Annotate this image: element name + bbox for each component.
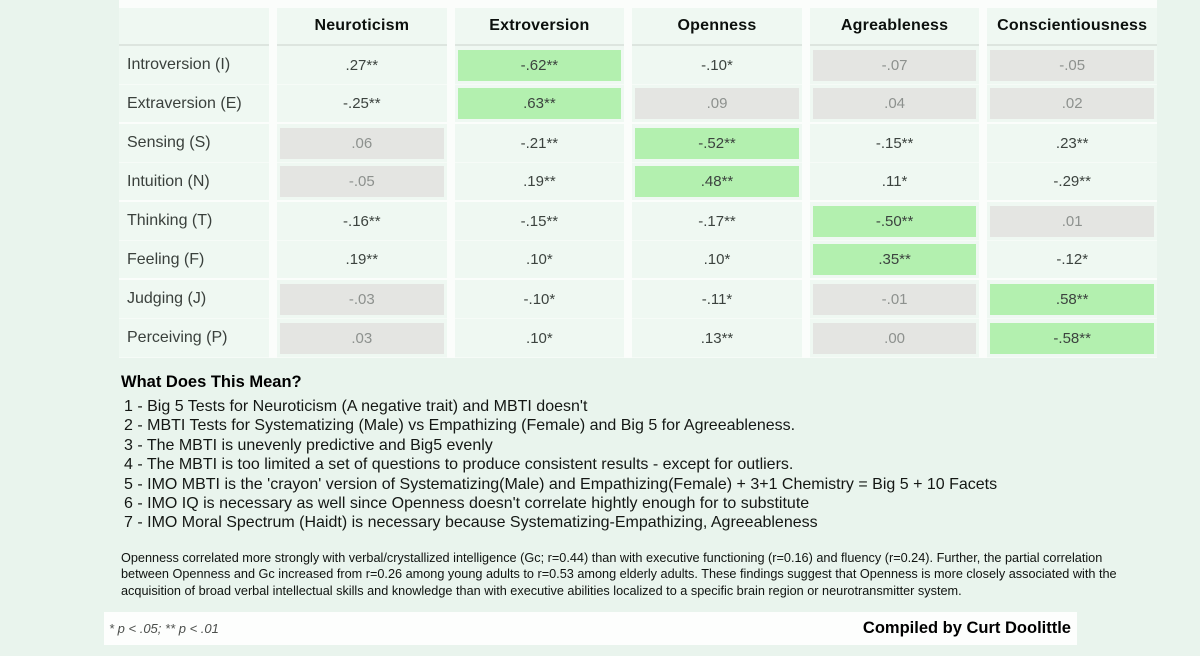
value-pill: .10* xyxy=(703,251,731,268)
value-pill: .01 xyxy=(990,206,1154,237)
openness-paragraph: Openness correlated more strongly with verbal/crystallized intelligence (Gc; r=0.44) than with executive functioning (r=0.16) and fluency (r=0.24). Further, the partial correlation between Openness and Gc increased from r=0.26 among young adults to r=0.53 among elderly adults. These findings suggest that Openness is more closely associated with the acquisition of broad verbal intellectual skills and knowledge than with executive abilities localized to a specific brain region or neurotransmitter system. xyxy=(121,551,1117,598)
value-pill: .04 xyxy=(813,88,977,119)
value-pill: -.07 xyxy=(813,50,977,81)
list-item: 5 - IMO MBTI is the 'crayon' version of Systematizing(Male) and Empathizing(Female) + 3+1 Chemistry = Big 5 + 10 Facets xyxy=(124,475,998,493)
table-cell xyxy=(277,46,447,85)
table-cell xyxy=(455,241,625,282)
table-cell xyxy=(455,46,625,85)
table-cell xyxy=(277,280,447,319)
column-header: Agreableness xyxy=(810,8,980,46)
table-cell xyxy=(987,241,1157,282)
value-pill: .09 xyxy=(635,88,799,119)
corner-cell xyxy=(119,8,269,46)
value-pill: -.29** xyxy=(1053,173,1091,190)
list-item: 2 - MBTI Tests for Systematizing (Male) vs Empathizing (Female) and Big 5 for Agreeableness. xyxy=(124,417,796,435)
value-pill: .03 xyxy=(280,323,444,354)
table-cell xyxy=(632,163,802,204)
correlation-table xyxy=(119,0,1157,358)
table-cell xyxy=(277,85,447,126)
table-row xyxy=(119,85,1157,124)
table-row xyxy=(119,319,1157,358)
value-pill: .23** xyxy=(1055,134,1089,152)
column-header: Conscientiousness xyxy=(987,8,1157,46)
list-item: 6 - IMO IQ is necessary as well since Openness doesn't correlate hightly enough for to substitute xyxy=(124,494,810,512)
value-pill: -.05 xyxy=(990,50,1154,81)
value-pill: -.03 xyxy=(280,284,444,315)
row-label: Feeling (F) xyxy=(119,241,269,282)
value-pill: .02 xyxy=(990,88,1154,119)
value-pill: -.25** xyxy=(343,95,381,112)
value-pill: .13** xyxy=(700,329,734,347)
row-label: Introversion (I) xyxy=(119,46,269,85)
value-pill: -.11* xyxy=(701,290,733,308)
table-cell xyxy=(277,241,447,282)
table-cell xyxy=(632,319,802,358)
table-cell xyxy=(810,163,980,204)
value-pill: .63** xyxy=(458,88,622,119)
table-cell xyxy=(810,280,980,319)
row-label: Thinking (T) xyxy=(119,202,269,241)
value-pill: -.01 xyxy=(813,284,977,315)
column-header: Openness xyxy=(632,8,802,46)
table-row xyxy=(119,46,1157,85)
table-cell xyxy=(455,85,625,126)
table-cell xyxy=(810,46,980,85)
value-pill: .58** xyxy=(990,284,1154,315)
value-pill: -.05 xyxy=(280,166,444,197)
table-row xyxy=(119,163,1157,202)
table-cell xyxy=(632,280,802,319)
value-pill: .27** xyxy=(345,56,379,74)
table-row xyxy=(119,124,1157,163)
table-cell xyxy=(987,202,1157,241)
column-header: Neuroticism xyxy=(277,8,447,46)
credit-line: Compiled by Curt Doolittle xyxy=(862,619,1071,637)
table-cell xyxy=(987,124,1157,163)
meaning-heading: What Does This Mean? xyxy=(121,373,302,391)
value-pill: .19** xyxy=(523,173,556,190)
table-cell xyxy=(810,319,980,358)
value-pill: -.62** xyxy=(458,50,622,81)
table-cell xyxy=(810,124,980,163)
row-label: Perceiving (P) xyxy=(119,319,269,358)
table-cell xyxy=(455,163,625,204)
table-row xyxy=(119,280,1157,319)
table-header-row xyxy=(119,8,1157,46)
value-pill: .00 xyxy=(813,323,977,354)
table-cell xyxy=(987,85,1157,126)
table-cell xyxy=(987,280,1157,319)
value-pill: -.10* xyxy=(523,290,556,308)
table-cell xyxy=(987,46,1157,85)
table-cell xyxy=(810,202,980,241)
value-pill: -.16** xyxy=(343,212,381,230)
table-cell xyxy=(455,280,625,319)
table-cell xyxy=(632,46,802,85)
table-cell xyxy=(632,124,802,163)
value-pill: -.12* xyxy=(1056,251,1089,268)
table-cell xyxy=(277,163,447,204)
table-row xyxy=(119,202,1157,241)
table-cell xyxy=(277,319,447,358)
list-item: 1 - Big 5 Tests for Neuroticism (A negative trait) and MBTI doesn't xyxy=(124,398,588,415)
table-cell xyxy=(277,124,447,163)
table-cell xyxy=(810,85,980,126)
value-pill: .19** xyxy=(345,251,379,268)
row-label: Judging (J) xyxy=(119,280,269,319)
row-label: Intuition (N) xyxy=(119,163,269,204)
list-item: 3 - The MBTI is unevenly predictive and Big5 evenly xyxy=(124,436,493,454)
value-pill: -.17** xyxy=(698,212,736,230)
table-cell xyxy=(632,85,802,126)
table-cell xyxy=(987,163,1157,204)
table-cell xyxy=(987,319,1157,358)
row-label: Extraversion (E) xyxy=(119,85,269,126)
value-pill: -.15** xyxy=(875,134,914,152)
value-pill: .10* xyxy=(526,329,553,347)
table-cell xyxy=(632,241,802,282)
table-cell xyxy=(455,124,625,163)
value-pill: -.52** xyxy=(635,128,799,159)
table-cell xyxy=(810,241,980,282)
table-cell xyxy=(277,202,447,241)
table-cell xyxy=(632,202,802,241)
list-item: 4 - The MBTI is too limited a set of questions to produce consistent results - except for outliers. xyxy=(124,456,794,474)
footer-bar xyxy=(104,612,1077,645)
value-pill: -.21** xyxy=(520,134,559,152)
row-label: Sensing (S) xyxy=(119,124,269,163)
value-pill: -.58** xyxy=(990,323,1154,354)
value-pill: -.15** xyxy=(520,212,559,230)
list-item: 7 - IMO Moral Spectrum (Haidt) is necessary because Systematizing-Empathizing, Agreeableness xyxy=(124,514,818,532)
value-pill: .10* xyxy=(526,251,553,268)
table-row xyxy=(119,241,1157,280)
significance-note: * p < .05; ** p < .01 xyxy=(109,621,219,636)
table-cell xyxy=(455,202,625,241)
value-pill: .48** xyxy=(635,166,799,197)
value-pill: -.10* xyxy=(701,56,733,74)
value-pill: .35** xyxy=(813,244,977,275)
meaning-list xyxy=(124,397,997,533)
value-pill: -.50** xyxy=(813,206,977,237)
value-pill: .11* xyxy=(881,173,908,190)
value-pill: .06 xyxy=(280,128,444,159)
column-header: Extroversion xyxy=(455,8,625,46)
table-cell xyxy=(455,319,625,358)
